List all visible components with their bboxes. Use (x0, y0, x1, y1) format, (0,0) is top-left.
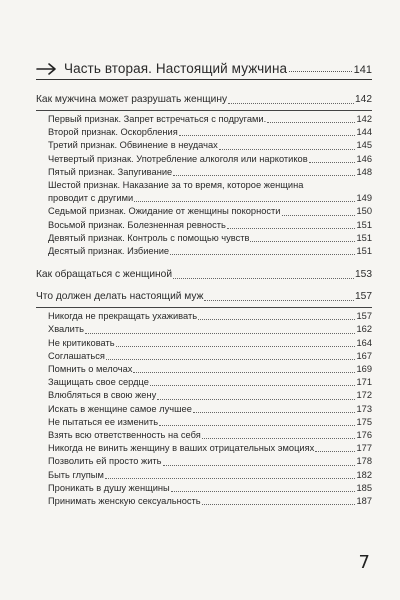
toc-entry[interactable] (36, 323, 372, 336)
entry-title: Восьмой признак. Болезненная ревность (48, 219, 226, 230)
leader-dots (204, 300, 354, 301)
leader-dots (105, 478, 356, 479)
leader-dots (250, 241, 355, 242)
part-title: Часть вторая. Настоящий мужчина (64, 61, 288, 76)
leader-dots (159, 425, 355, 426)
page-number: 151 (356, 232, 372, 243)
entry-title: Не пытаться ее изменить (48, 416, 159, 427)
toc-entry[interactable] (36, 469, 372, 482)
toc-entry[interactable] (36, 350, 372, 363)
leader-dots (282, 215, 356, 216)
entry-title: Хвалить (48, 324, 84, 335)
leader-dots (85, 333, 356, 334)
toc-entry[interactable] (36, 455, 372, 468)
leader-dots (134, 201, 355, 202)
page-number: 144 (356, 127, 372, 138)
page-number: 157 (356, 311, 372, 322)
leader-dots (202, 438, 356, 439)
entry-title: Защищать свое сердце (48, 377, 149, 388)
page-number: 149 (356, 193, 372, 204)
toc-entry[interactable] (36, 482, 372, 495)
entry-title: Искать в женщине самое лучшее (48, 403, 192, 414)
leader-dots (106, 359, 356, 360)
entry-title: Десятый признак. Избиение (48, 246, 170, 257)
toc-entry[interactable] (36, 245, 372, 258)
part-heading (36, 56, 372, 76)
leader-dots (202, 504, 356, 505)
leader-dots (198, 319, 355, 320)
toc-entry[interactable] (36, 139, 372, 152)
page-number: 145 (356, 140, 372, 151)
spacer (36, 258, 372, 268)
leader-dots (179, 135, 356, 136)
entry-title: Никогда не винить женщину в ваших отрицательных эмоциях (48, 443, 315, 454)
toc-entry[interactable] (36, 416, 372, 429)
page-number: 151 (356, 219, 372, 230)
page-number: 169 (356, 364, 372, 375)
leader-dots (227, 228, 356, 229)
page-number: 164 (356, 337, 372, 348)
page-number: 182 (356, 469, 372, 480)
entry-title: Влюбляться в свою жену (48, 390, 157, 401)
toc-entry[interactable] (36, 205, 372, 218)
page-number: 157 (355, 291, 372, 303)
leader-dots (157, 399, 355, 400)
leader-dots (163, 465, 356, 466)
page-number: 167 (356, 350, 372, 361)
page-number: 151 (356, 246, 372, 257)
entry-title: Соглашаться (48, 350, 105, 361)
toc-entry[interactable] (36, 179, 372, 205)
section-title: Как обращаться с женщиной (36, 269, 173, 281)
toc-entry[interactable] (36, 113, 372, 126)
leader-dots (150, 385, 356, 386)
entry-title: Седьмой признак. Ожидание от женщины покорности (48, 206, 281, 217)
toc-entry[interactable] (36, 376, 372, 389)
divider (36, 79, 372, 80)
toc-entry[interactable] (36, 337, 372, 350)
toc-entry[interactable] (36, 495, 372, 508)
leader-dots (309, 162, 356, 163)
toc-section[interactable] (36, 93, 372, 107)
entry-title-line-1: Шестой признак. Наказание за то время, которое женщина (48, 180, 304, 191)
page-number: 148 (356, 166, 372, 177)
leader-dots (173, 175, 355, 176)
entry-title: Девятый признак. Контроль с помощью чувств (48, 232, 250, 243)
toc-entry[interactable] (36, 389, 372, 402)
entry-title: Проникать в душу женщины (48, 482, 170, 493)
leader-dots (219, 149, 356, 150)
toc-entry[interactable] (36, 153, 372, 166)
page-number: 175 (356, 416, 372, 427)
entry-title: Позволить ей просто жить (48, 456, 162, 467)
page-number: 177 (356, 443, 372, 454)
toc-entry[interactable] (36, 166, 372, 179)
page-number: 150 (356, 206, 372, 217)
table-of-contents (36, 93, 372, 508)
entry-title: Помнить о мелочах (48, 364, 133, 375)
section-title: Что должен делать настоящий муж (36, 291, 204, 303)
page-number: 142 (355, 94, 372, 105)
toc-entry[interactable] (36, 442, 372, 455)
leader-dots (193, 412, 356, 413)
entry-title: Пятый признак. Запугивание (48, 166, 173, 177)
page-number: 185 (356, 482, 372, 493)
page-number: 153 (355, 269, 372, 281)
page-number: 142 (356, 114, 372, 124)
leader-dots (173, 278, 354, 279)
leader-dots (170, 254, 355, 255)
entry-title: Четвертый признак. Употребление алкоголя или наркотиков (48, 153, 308, 164)
entry-title: Третий признак. Обвинение в неудачах (48, 140, 218, 151)
entry-title-line-2: проводит с другими (48, 193, 134, 204)
entry-title: Быть глупым (48, 469, 104, 480)
page-number: 162 (356, 324, 372, 335)
leader-dots (315, 451, 355, 452)
entry-title: Принимать женскую сексуальность (48, 496, 201, 507)
page-folio-number: 7 (358, 552, 370, 573)
leader-dots (289, 71, 352, 72)
toc-entry[interactable] (36, 219, 372, 232)
spacer (36, 282, 372, 290)
toc-section[interactable] (36, 268, 372, 282)
toc-entry[interactable] (36, 429, 372, 442)
toc-entry[interactable] (36, 232, 372, 245)
page-number: 176 (356, 430, 372, 441)
entry-title: Взять всю ответственность на себя (48, 430, 201, 441)
toc-section[interactable] (36, 290, 372, 304)
page-number: 172 (356, 390, 372, 401)
toc-entry[interactable] (36, 126, 372, 139)
leader-dots (228, 103, 354, 104)
toc-entry[interactable] (36, 403, 372, 416)
section-title: Как мужчина может разрушать женщину (36, 94, 228, 105)
entry-title: Не критиковать (48, 337, 115, 348)
toc-entry[interactable] (36, 363, 372, 376)
arrow-right-icon (36, 62, 58, 76)
leader-dots (133, 372, 355, 373)
divider (36, 110, 372, 111)
page-number: 171 (356, 377, 372, 388)
entry-title: Никогда не прекращать ухаживать (48, 311, 198, 322)
page-number: 187 (356, 496, 372, 507)
toc-entry[interactable] (36, 310, 372, 323)
part-page-number: 141 (353, 64, 372, 76)
page-number: 178 (356, 456, 372, 467)
leader-dots (267, 122, 355, 123)
entry-title: Второй признак. Оскорбления (48, 127, 178, 138)
page-number: 146 (356, 153, 372, 164)
leader-dots (116, 346, 356, 347)
leader-dots (171, 491, 356, 492)
entry-title: Первый признак. Запрет встречаться с подругами. (48, 114, 267, 124)
divider (36, 307, 372, 308)
page-number: 173 (356, 403, 372, 414)
